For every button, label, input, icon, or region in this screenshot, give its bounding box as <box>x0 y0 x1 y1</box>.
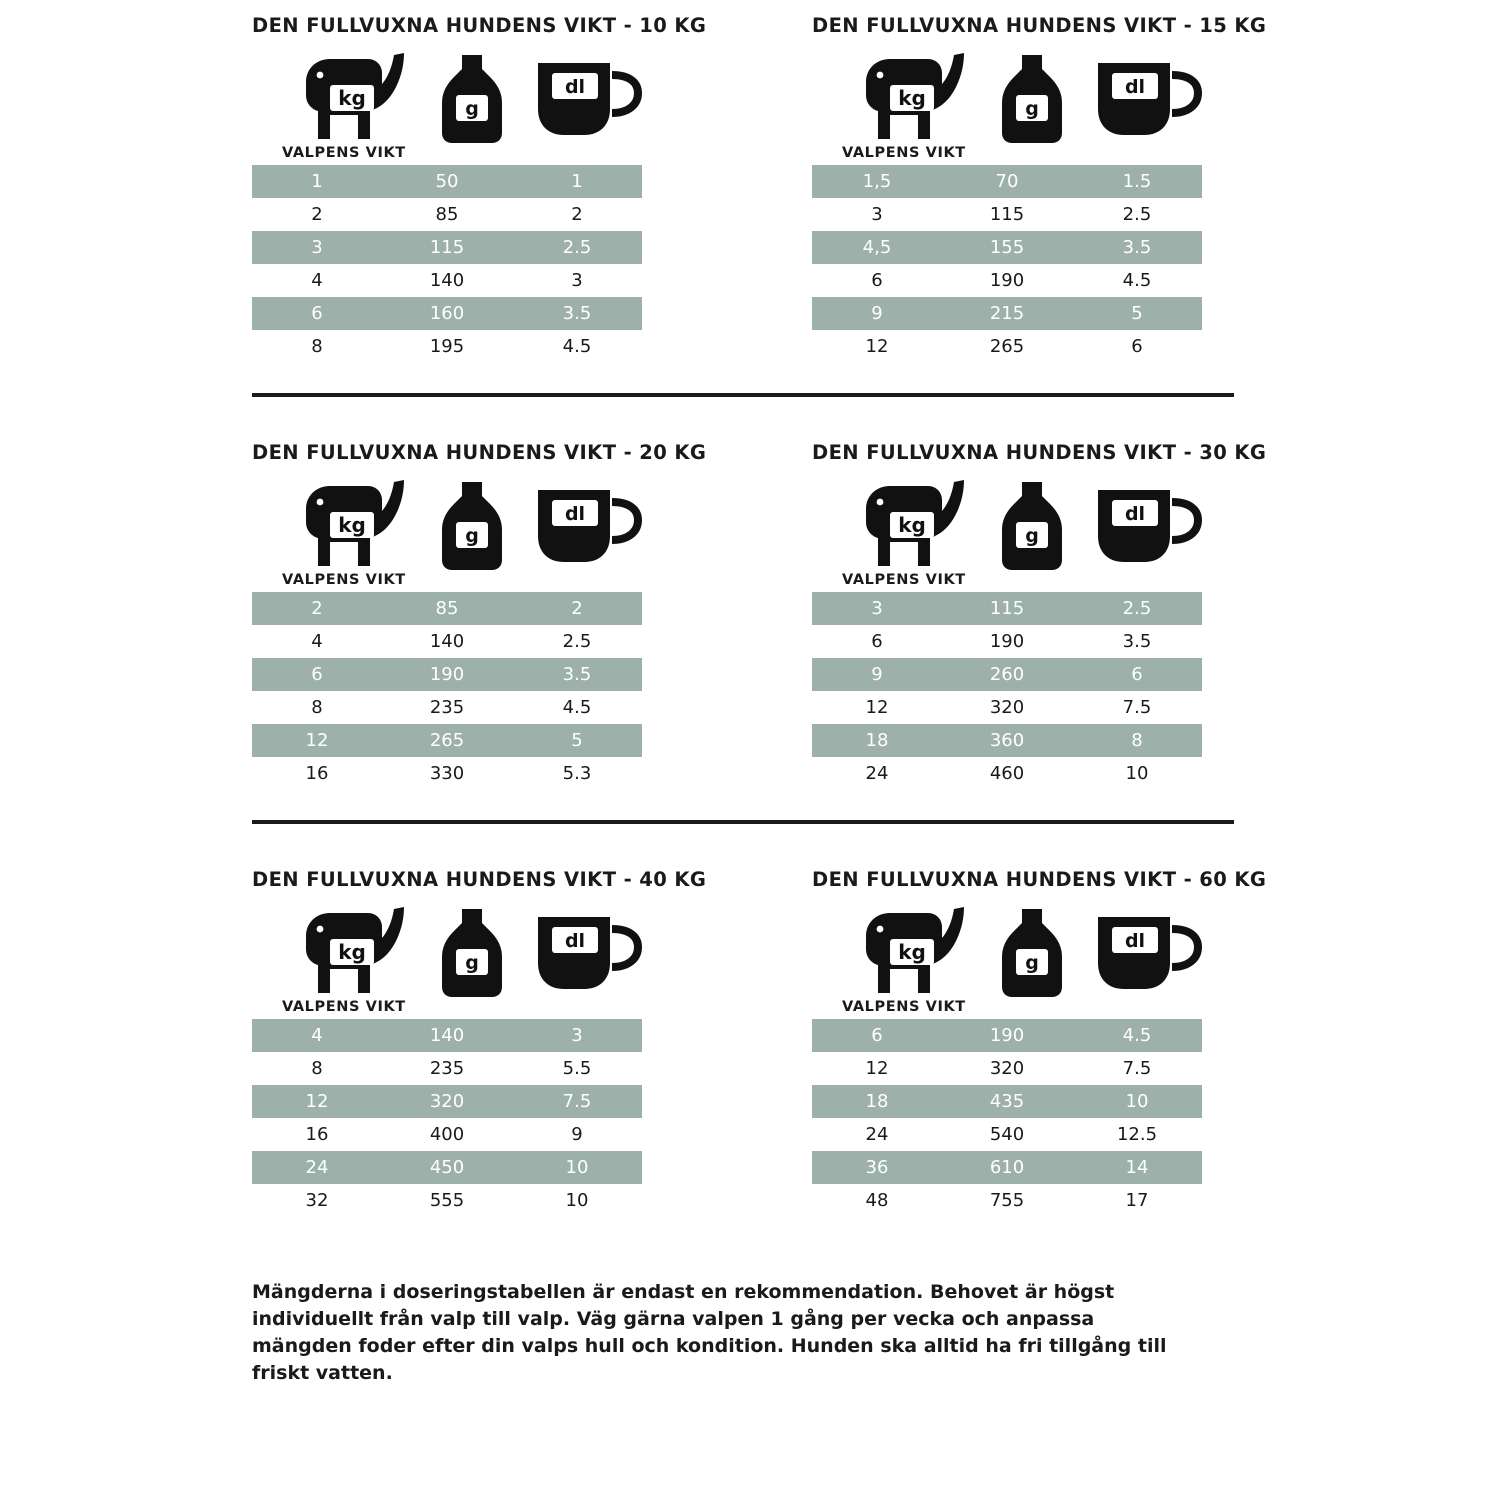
svg-text:kg: kg <box>338 86 366 110</box>
table-row <box>812 1184 1202 1217</box>
dog-weight-icon <box>846 478 986 574</box>
panel-title: DEN FULLVUXNA HUNDENS VIKT - 15 KG <box>812 14 1267 37</box>
table-cell-g: 755 <box>989 1190 1025 1211</box>
table-cell-g: 215 <box>942 297 1072 330</box>
table-row <box>812 757 1202 790</box>
dosage-table <box>812 1019 1202 1217</box>
table-row <box>812 625 1202 658</box>
table-cell-dl: 5 <box>512 724 642 757</box>
table-cell-kg: 24 <box>865 1124 889 1145</box>
table-cell-dl: 3 <box>571 270 583 291</box>
table-cell-dl: 6 <box>1131 336 1143 357</box>
measuring-cup-icon <box>534 484 644 570</box>
table-cell-kg: 3 <box>871 204 883 225</box>
panel-row-2 <box>0 441 1493 790</box>
svg-text:dl: dl <box>564 930 586 952</box>
table-cell-dl: 6 <box>1072 658 1202 691</box>
table-cell-kg: 12 <box>252 1085 382 1118</box>
table-cell-dl: 1.5 <box>1072 165 1202 198</box>
table-cell-kg: 2 <box>311 204 323 225</box>
table-row <box>812 1085 1202 1118</box>
table-cell-dl: 2.5 <box>512 231 642 264</box>
table-cell-g: 85 <box>382 592 512 625</box>
table-cell-g: 555 <box>429 1190 465 1211</box>
table-row <box>252 1184 642 1217</box>
table-cell-kg: 4 <box>252 1019 382 1052</box>
table-cell-dl: 17 <box>1125 1190 1149 1211</box>
food-bag-icon <box>992 480 1072 572</box>
table-cell-g: 320 <box>989 1058 1025 1079</box>
table-cell-dl: 4.5 <box>562 697 592 718</box>
table-row <box>812 592 1202 625</box>
table-cell-dl: 14 <box>1072 1151 1202 1184</box>
table-row <box>812 691 1202 724</box>
table-cell-g: 235 <box>429 1058 465 1079</box>
table-cell-kg: 16 <box>305 1124 329 1145</box>
svg-text:kg: kg <box>898 513 926 537</box>
panel-40kg <box>252 868 812 1217</box>
puppy-weight-label: VALPENS VIKT <box>842 145 966 161</box>
puppy-weight-label: VALPENS VIKT <box>282 145 406 161</box>
table-cell-kg: 32 <box>305 1190 329 1211</box>
panel-title: DEN FULLVUXNA HUNDENS VIKT - 60 KG <box>812 868 1267 891</box>
svg-text:dl: dl <box>1124 503 1146 525</box>
table-cell-g: 190 <box>989 270 1025 291</box>
table-cell-kg: 18 <box>812 1085 942 1118</box>
table-cell-dl: 4.5 <box>1122 270 1152 291</box>
panel-30kg <box>812 441 1372 790</box>
dosage-table <box>252 165 642 363</box>
table-cell-kg: 12 <box>252 724 382 757</box>
table-cell-dl: 2 <box>512 592 642 625</box>
puppy-weight-label: VALPENS VIKT <box>282 999 406 1015</box>
table-row <box>252 1151 642 1184</box>
table-cell-g: 260 <box>942 658 1072 691</box>
table-cell-dl: 7.5 <box>1122 1058 1152 1079</box>
svg-text:kg: kg <box>338 513 366 537</box>
table-cell-dl: 3.5 <box>1072 231 1202 264</box>
table-cell-g: 140 <box>382 1019 512 1052</box>
table-cell-g: 190 <box>382 658 512 691</box>
table-cell-kg: 1,5 <box>812 165 942 198</box>
measuring-cup-icon <box>534 911 644 997</box>
table-row <box>812 231 1202 264</box>
svg-text:g: g <box>1025 525 1039 547</box>
table-cell-dl: 2.5 <box>1122 204 1152 225</box>
svg-text:g: g <box>465 98 479 120</box>
table-row <box>252 1118 642 1151</box>
table-cell-dl: 10 <box>1072 1085 1202 1118</box>
table-cell-kg: 12 <box>865 1058 889 1079</box>
panel-10kg <box>252 14 812 363</box>
food-bag-icon <box>432 53 512 145</box>
svg-text:g: g <box>1025 952 1039 974</box>
footnote-text: Mängderna i doseringstabellen är endast en rekommendation. Behovet är högst individuellt från valp till valp. Väg gärna valpen 1 gång per vecka och anpassa mängden foder efter din valps hull och kondition. Hunden ska alltid ha fri tillgång till friskt vatten. <box>252 1281 1167 1384</box>
svg-text:dl: dl <box>1124 930 1146 952</box>
table-cell-kg: 2 <box>252 592 382 625</box>
svg-text:kg: kg <box>898 940 926 964</box>
table-cell-g: 155 <box>942 231 1072 264</box>
table-cell-g: 235 <box>429 697 465 718</box>
food-bag-icon <box>992 907 1072 999</box>
table-cell-dl: 7.5 <box>512 1085 642 1118</box>
dog-weight-icon <box>846 905 986 1001</box>
table-cell-dl: 4.5 <box>1072 1019 1202 1052</box>
table-cell-g: 70 <box>942 165 1072 198</box>
svg-text:dl: dl <box>1124 76 1146 98</box>
table-cell-kg: 6 <box>871 270 883 291</box>
table-cell-kg: 12 <box>865 697 889 718</box>
table-row <box>812 330 1202 363</box>
table-cell-dl: 10 <box>512 1151 642 1184</box>
table-cell-kg: 6 <box>871 631 883 652</box>
panel-15kg <box>812 14 1372 363</box>
table-cell-kg: 16 <box>305 763 329 784</box>
table-row <box>812 1019 1202 1052</box>
table-row <box>812 264 1202 297</box>
table-row <box>252 1052 642 1085</box>
panel-icons <box>252 53 812 149</box>
puppy-weight-label: VALPENS VIKT <box>282 572 406 588</box>
table-cell-kg: 4 <box>311 631 323 652</box>
table-cell-kg: 12 <box>865 336 889 357</box>
table-cell-dl: 5.5 <box>562 1058 592 1079</box>
panel-icons <box>812 907 1372 1003</box>
table-row <box>252 625 642 658</box>
table-row <box>252 165 642 198</box>
food-bag-icon <box>432 907 512 999</box>
table-cell-dl: 4.5 <box>562 336 592 357</box>
table-row <box>812 1118 1202 1151</box>
table-cell-g: 400 <box>429 1124 465 1145</box>
table-cell-dl: 12.5 <box>1116 1124 1158 1145</box>
puppy-weight-label: VALPENS VIKT <box>842 999 966 1015</box>
food-bag-icon <box>432 480 512 572</box>
svg-text:kg: kg <box>338 940 366 964</box>
table-row <box>812 297 1202 330</box>
table-row <box>252 691 642 724</box>
table-cell-g: 195 <box>429 336 465 357</box>
svg-text:kg: kg <box>898 86 926 110</box>
table-row <box>252 330 642 363</box>
table-cell-kg: 36 <box>812 1151 942 1184</box>
svg-text:dl: dl <box>564 76 586 98</box>
table-cell-kg: 8 <box>311 697 323 718</box>
table-cell-kg: 48 <box>865 1190 889 1211</box>
panel-title: DEN FULLVUXNA HUNDENS VIKT - 10 KG <box>252 14 707 37</box>
table-cell-dl: 3.5 <box>1122 631 1152 652</box>
table-row <box>812 1052 1202 1085</box>
table-cell-kg: 4 <box>311 270 323 291</box>
table-cell-g: 265 <box>989 336 1025 357</box>
table-cell-kg: 24 <box>252 1151 382 1184</box>
table-cell-dl: 3.5 <box>512 297 642 330</box>
table-row <box>252 297 642 330</box>
table-row <box>252 757 642 790</box>
panel-icons <box>812 53 1372 149</box>
svg-text:g: g <box>1025 98 1039 120</box>
table-row <box>252 1085 642 1118</box>
panel-row-3 <box>0 868 1493 1217</box>
table-cell-dl: 9 <box>571 1124 583 1145</box>
table-cell-dl: 1 <box>512 165 642 198</box>
table-cell-g: 140 <box>429 631 465 652</box>
table-cell-g: 320 <box>989 697 1025 718</box>
table-row <box>812 1151 1202 1184</box>
panel-title: DEN FULLVUXNA HUNDENS VIKT - 30 KG <box>812 441 1267 464</box>
table-row <box>252 1019 642 1052</box>
table-cell-kg: 4,5 <box>812 231 942 264</box>
table-cell-kg: 3 <box>252 231 382 264</box>
table-cell-dl: 2 <box>571 204 583 225</box>
table-cell-g: 610 <box>942 1151 1072 1184</box>
dog-weight-icon <box>846 51 986 147</box>
panel-60kg <box>812 868 1372 1217</box>
table-row <box>812 165 1202 198</box>
table-cell-kg: 6 <box>252 658 382 691</box>
table-cell-kg: 3 <box>812 592 942 625</box>
table-cell-dl: 2.5 <box>562 631 592 652</box>
table-cell-kg: 8 <box>311 336 323 357</box>
table-cell-g: 85 <box>435 204 459 225</box>
table-row <box>252 724 642 757</box>
table-cell-kg: 9 <box>812 297 942 330</box>
table-cell-g: 330 <box>429 763 465 784</box>
table-cell-g: 190 <box>942 1019 1072 1052</box>
table-cell-g: 115 <box>942 592 1072 625</box>
measuring-cup-icon <box>1094 484 1204 570</box>
table-cell-kg: 6 <box>252 297 382 330</box>
panel-icons <box>252 907 812 1003</box>
table-cell-g: 265 <box>382 724 512 757</box>
table-cell-g: 460 <box>989 763 1025 784</box>
dog-weight-icon <box>286 905 426 1001</box>
table-cell-g: 450 <box>382 1151 512 1184</box>
panel-icons <box>252 480 812 576</box>
panel-row-1 <box>0 14 1493 363</box>
table-cell-kg: 8 <box>311 1058 323 1079</box>
table-row <box>812 724 1202 757</box>
table-cell-dl: 10 <box>1125 763 1149 784</box>
panel-title: DEN FULLVUXNA HUNDENS VIKT - 20 KG <box>252 441 707 464</box>
table-cell-kg: 9 <box>812 658 942 691</box>
table-row <box>812 198 1202 231</box>
puppy-weight-label: VALPENS VIKT <box>842 572 966 588</box>
table-cell-g: 115 <box>989 204 1025 225</box>
dosage-table <box>812 592 1202 790</box>
measuring-cup-icon <box>1094 57 1204 143</box>
dog-weight-icon <box>286 478 426 574</box>
dosage-table <box>252 592 642 790</box>
table-cell-dl: 2.5 <box>1072 592 1202 625</box>
table-cell-dl: 3 <box>512 1019 642 1052</box>
table-cell-g: 50 <box>382 165 512 198</box>
dosage-table <box>812 165 1202 363</box>
dog-weight-icon <box>286 51 426 147</box>
table-row <box>812 658 1202 691</box>
food-bag-icon <box>992 53 1072 145</box>
table-cell-g: 320 <box>382 1085 512 1118</box>
table-cell-dl: 5 <box>1072 297 1202 330</box>
table-cell-kg: 6 <box>812 1019 942 1052</box>
table-cell-dl: 8 <box>1072 724 1202 757</box>
table-cell-kg: 24 <box>865 763 889 784</box>
panel-icons <box>812 480 1372 576</box>
table-row <box>252 658 642 691</box>
panel-20kg <box>252 441 812 790</box>
table-cell-g: 435 <box>942 1085 1072 1118</box>
table-cell-g: 360 <box>942 724 1072 757</box>
svg-text:dl: dl <box>564 503 586 525</box>
table-cell-kg: 1 <box>252 165 382 198</box>
svg-text:g: g <box>465 952 479 974</box>
table-cell-dl: 5.3 <box>562 763 592 784</box>
table-cell-kg: 18 <box>812 724 942 757</box>
table-cell-g: 115 <box>382 231 512 264</box>
table-row <box>252 198 642 231</box>
table-cell-g: 540 <box>989 1124 1025 1145</box>
measuring-cup-icon <box>534 57 644 143</box>
table-cell-g: 160 <box>382 297 512 330</box>
table-cell-dl: 10 <box>565 1190 589 1211</box>
measuring-cup-icon <box>1094 911 1204 997</box>
dosage-table <box>252 1019 642 1217</box>
svg-text:g: g <box>465 525 479 547</box>
table-cell-g: 140 <box>429 270 465 291</box>
table-cell-g: 190 <box>989 631 1025 652</box>
panel-title: DEN FULLVUXNA HUNDENS VIKT - 40 KG <box>252 868 707 891</box>
table-cell-dl: 3.5 <box>512 658 642 691</box>
table-row <box>252 264 642 297</box>
table-row <box>252 592 642 625</box>
table-cell-dl: 7.5 <box>1122 697 1152 718</box>
table-row <box>252 231 642 264</box>
